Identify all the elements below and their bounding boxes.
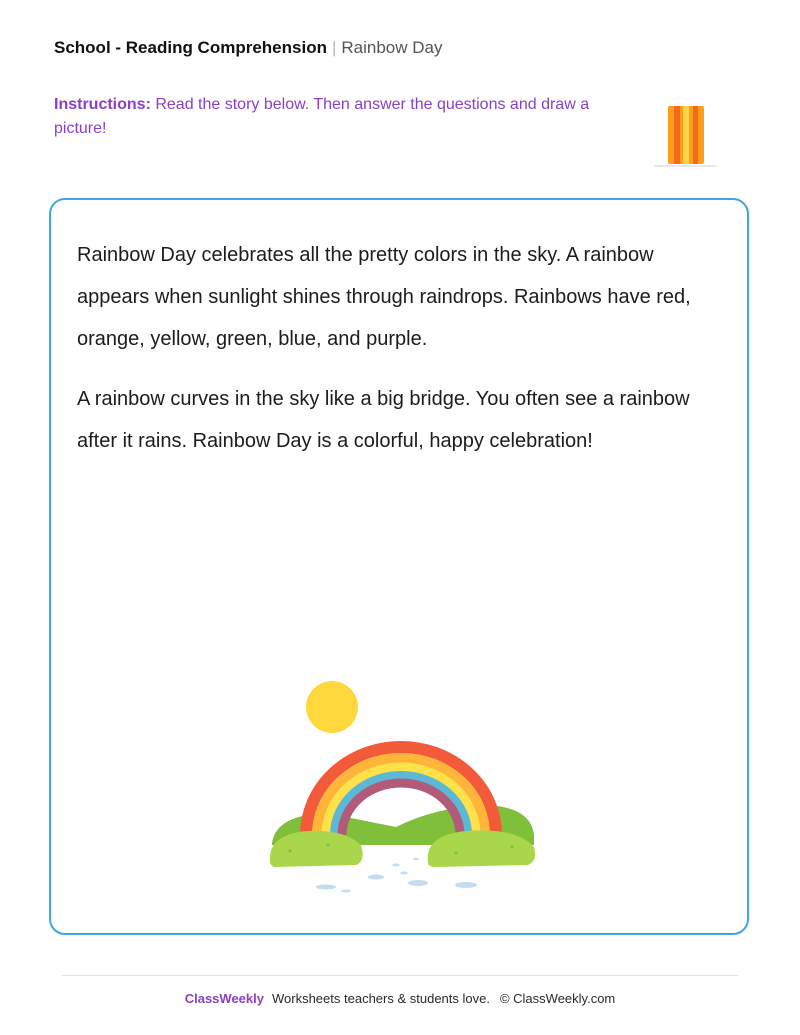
worksheet-topic: Rainbow Day bbox=[341, 38, 443, 57]
footer-brand: ClassWeekly bbox=[184, 991, 264, 1006]
worksheet-category: School - Reading Comprehension bbox=[54, 38, 327, 57]
story-box bbox=[49, 198, 749, 935]
instructions-label: Instructions: bbox=[54, 96, 151, 113]
footer-copyright: © ClassWeekly.com bbox=[499, 991, 616, 1006]
rainbow-with-sun-icon bbox=[266, 675, 541, 900]
instructions-text: Read the story below. Then answer the questions and draw a picture! bbox=[54, 96, 590, 137]
header-separator: | bbox=[331, 38, 337, 57]
footer bbox=[0, 990, 800, 1008]
instructions bbox=[54, 93, 614, 141]
footer-divider bbox=[62, 975, 738, 976]
crayon-icon bbox=[652, 104, 718, 170]
story-paragraph-2: A rainbow curves in the sky like a big bridge. You often see a rainbow after it rains. Rainbow Day is a colorful, happy celebration! bbox=[77, 388, 690, 452]
footer-tagline: Worksheets teachers & students love. bbox=[271, 991, 490, 1006]
worksheet-header bbox=[54, 36, 443, 60]
story-paragraph-1: Rainbow Day celebrates all the pretty colors in the sky. A rainbow appears when sunlight shines through raindrops. Rainbows have red, orange, yellow, green, blue, and purple. bbox=[77, 244, 691, 350]
story-text bbox=[77, 234, 697, 480]
